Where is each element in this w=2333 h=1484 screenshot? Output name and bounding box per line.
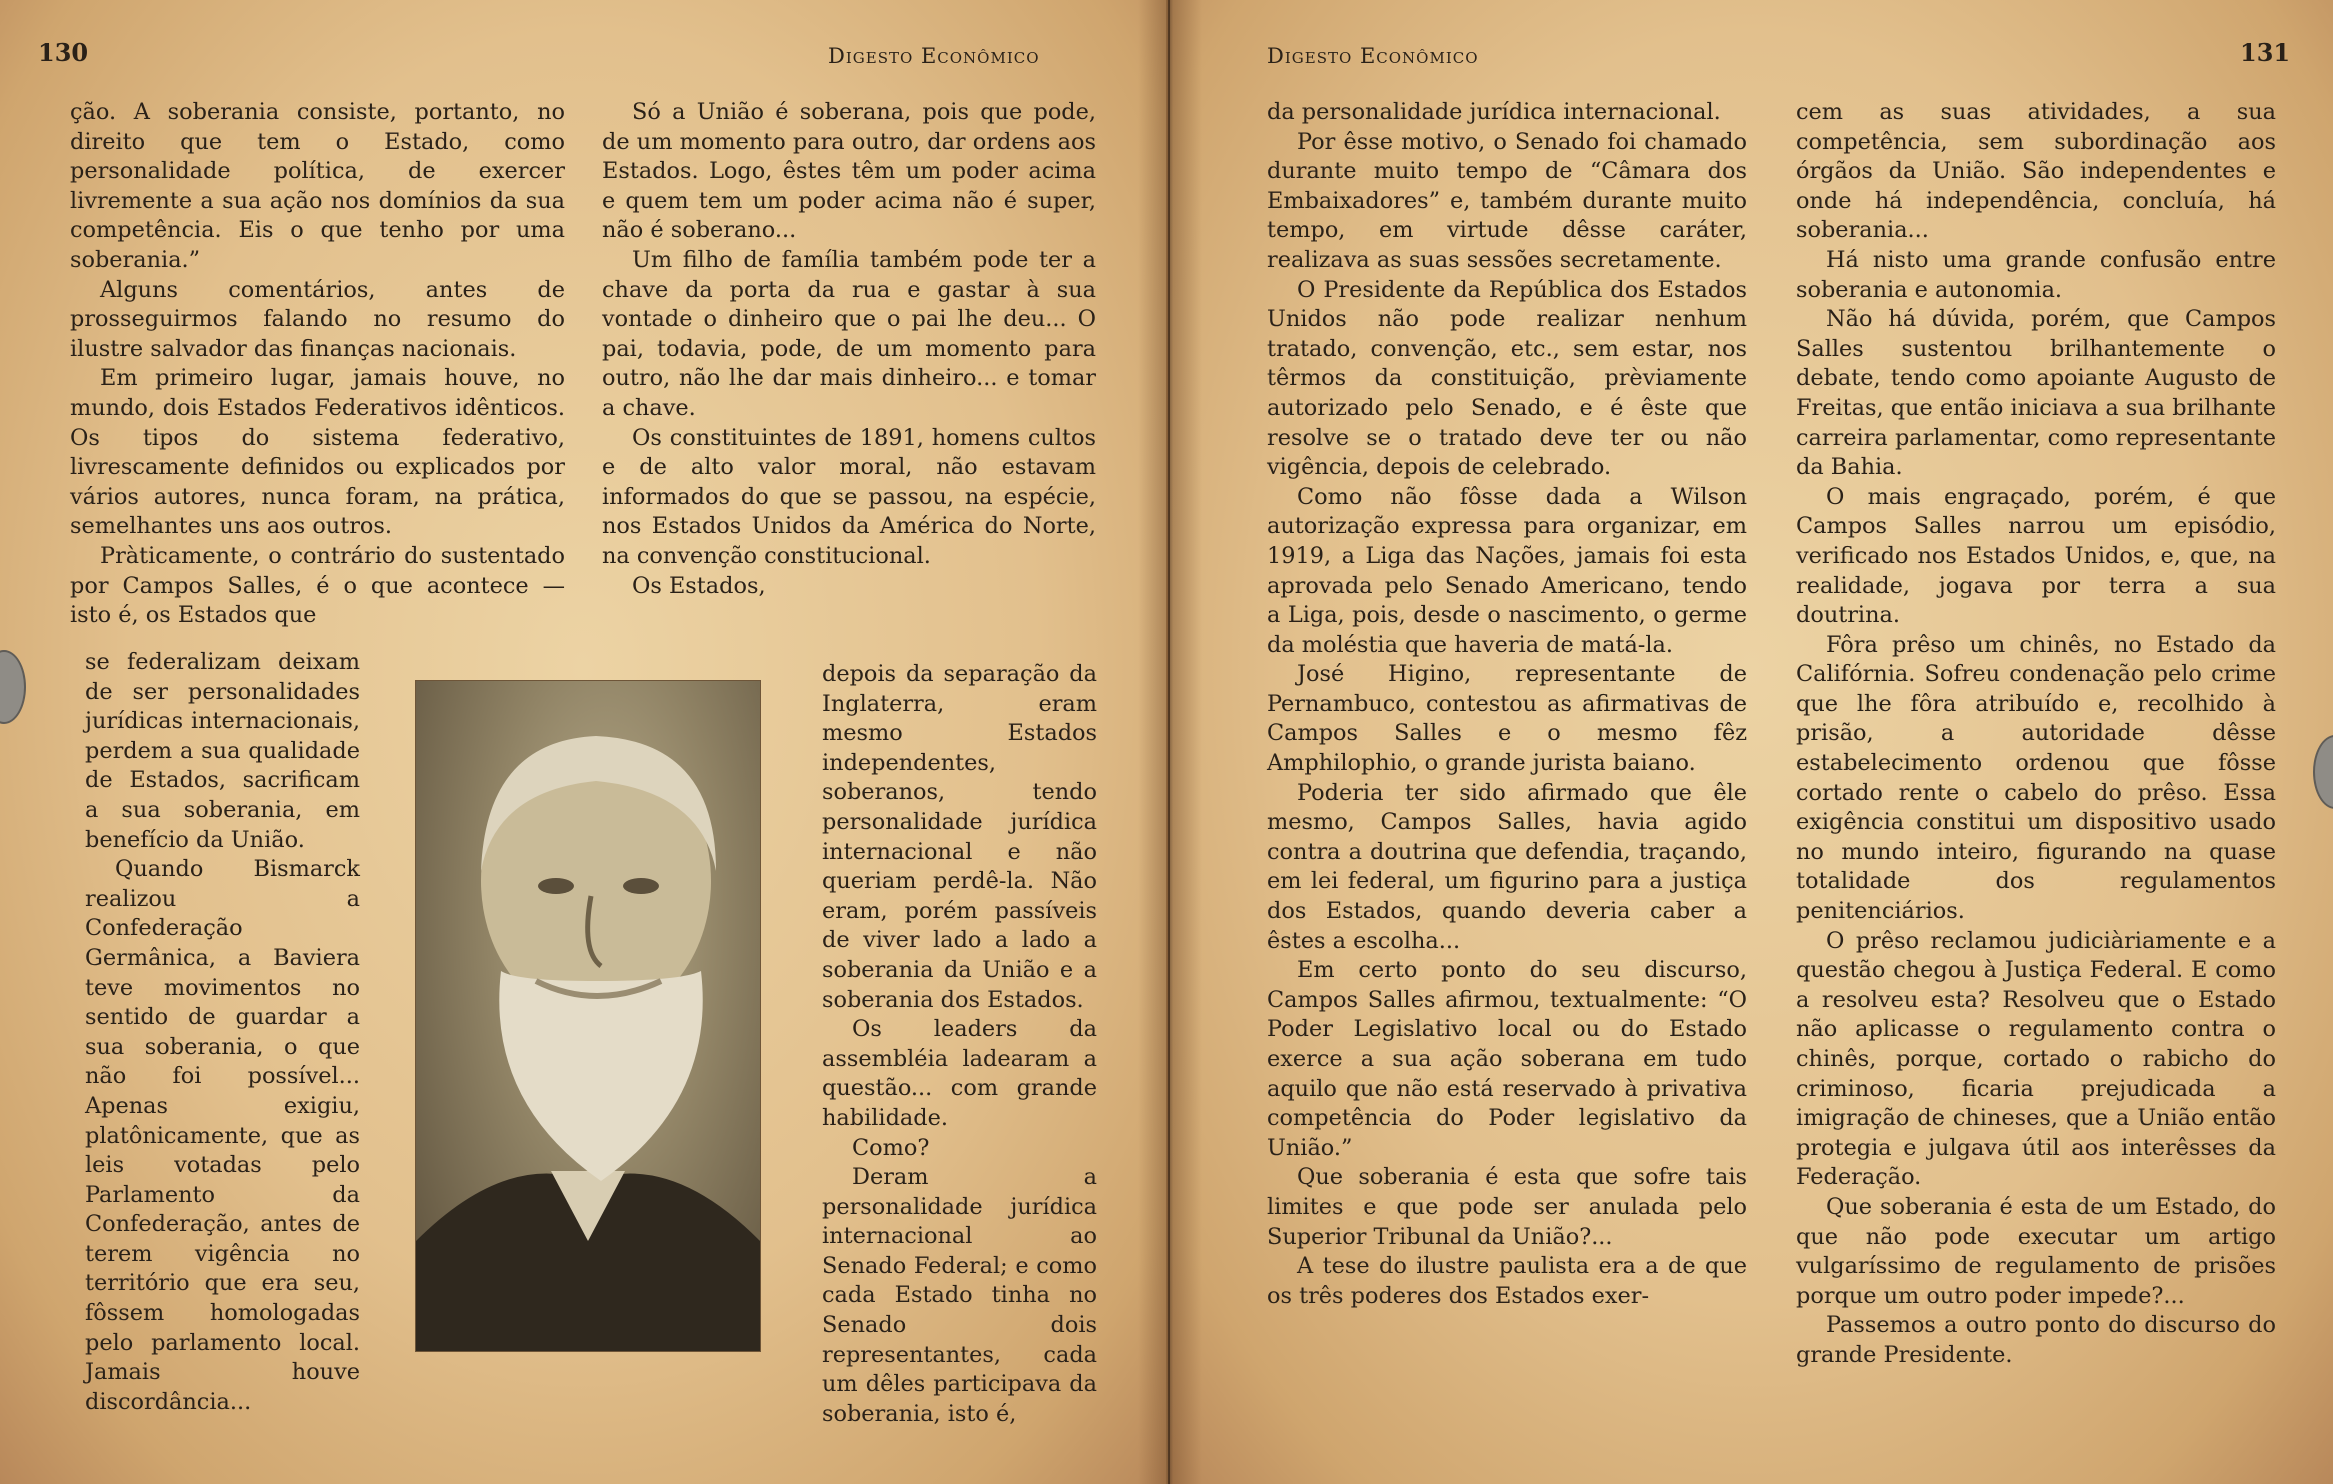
paragraph: Que soberania é esta de um Estado, do que não pode executar um artigo vulgaríssimo de regulamento de prisões porque um outro poder impede?... [1796, 1193, 2276, 1309]
binder-hole [0, 650, 26, 724]
paragraph: Passemos a outro ponto do discurso do grande Presidente. [1796, 1312, 2276, 1368]
paragraph: Alguns comentários, antes de prosseguirmos falando no resumo do ilustre salvador das finanças nacionais. [70, 276, 565, 362]
paragraph: Só a União é soberana, pois que pode, de um momento para outro, dar ordens aos Estados. Logo, êstes têm um poder acima e quem tem um poder acima não é super, não é soberano... [602, 99, 1096, 244]
paragraph: Que soberania é esta que sofre tais limites e que pode ser anulada pelo Superior Tribunal da União?... [1267, 1164, 1747, 1250]
left-column-2-bottom [822, 660, 1097, 1429]
left-column-2-top [602, 98, 1096, 601]
paragraph: depois da separação da Inglaterra, eram mesmo Estados independentes, soberanos, tendo personalidade jurídica internacional e não queriam perdê-la. Não eram, porém passíveis de viver lado a lado a soberania da União e a soberania dos Estados. [822, 661, 1097, 1013]
paragraph: O Presidente da República dos Estados Unidos não pode realizar nenhum tratado, convenção, etc., sem estar, nos têrmos da constituição, prèviamente autorizado pelo Senado, e é êste que resolve se o tratado deve ter ou não vigência, depois de celebrado. [1267, 276, 1747, 481]
paragraph: Em primeiro lugar, jamais houve, no mundo, dois Estados Federativos idênticos. Os tipos do sistema federativo, livrescamente definidos ou explicados por vários autores, nunca foram, na prática, semelhantes uns aos outros. [70, 365, 565, 540]
running-head: Digesto Econômico [1267, 44, 1479, 68]
left-column-1-top [70, 98, 565, 631]
paragraph: A tese do ilustre paulista era a de que os três poderes dos Estados exer- [1267, 1253, 1747, 1309]
book-gutter [1138, 0, 1202, 1484]
right-column-1 [1267, 98, 1747, 1311]
paragraph: O prêso reclamou judiciàriamente e a questão chegou à Justiça Federal. E como a resolveu esta? Resolveu que o Estado não aplicasse o regulamento contra o chinês, porque, cortado o rabicho do criminoso, ficaria prejudicada a imigração de chineses, que a União então protegia e julgava útil aos interêsses da Federação. [1796, 927, 2276, 1191]
page-number: 131 [2240, 38, 2291, 67]
paragraph: Como? [852, 1134, 930, 1161]
left-column-1-bottom [85, 648, 360, 1417]
paragraph: cem as suas atividades, a sua competência, sem subordinação aos órgãos da União. São independentes e onde há independência, concluía, há soberania... [1796, 99, 2276, 244]
paragraph: O mais engraçado, porém, é que Campos Salles narrou um episódio, verificado nos Estados Unidos, e, que, na realidade, jogava por terra a sua doutrina. [1796, 483, 2276, 629]
paragraph: Quando Bismarck realizou a Confederação Germânica, a Baviera teve movimentos no sentido de guardar a sua soberania, o que não foi possível... Apenas exigiu, platônicamente, que as leis votadas pelo Parlamento da Confederação, antes de terem vigência no território que era seu, fôssem homologadas pelo parlamento local. Jamais houve discordância... [85, 856, 360, 1415]
paragraph: Fôra prêso um chinês, no Estado da Califórnia. Sofreu condenação pelo crime que lhe fôra atribuído e, recolhido à prisão, a autoridade dêsse estabelecimento ordenou que fôsse cortado rente o cabelo do prêso. Essa exigência constitui um dispositivo usado no mundo inteiro, figurando na quase totalidade dos regulamentos penitenciários. [1796, 631, 2276, 925]
paragraph: ção. A soberania consiste, portanto, no direito que tem o Estado, como personalidade política, de exercer livremente a sua ação nos domínios da sua competência. Eis o que tenho por uma soberania.” [70, 99, 565, 273]
right-page [1170, 0, 2333, 1484]
portrait-illustration [416, 681, 760, 1351]
paragraph: se federalizam deixam de ser personalidades jurídicas internacionais, perdem a sua qualidade de Estados, sacrificam a sua soberania, em benefício da União. [85, 649, 360, 853]
paragraph: Deram a personalidade jurídica internacional ao Senado Federal; e como cada Estado tinha no Senado dois representantes, cada um dêles participava da soberania, isto é, [822, 1164, 1097, 1427]
paragraph: Poderia ter sido afirmado que êle mesmo, Campos Salles, havia agido contra a doutrina que defendia, traçando, em lei federal, um figurino para a justiça dos Estados, quando deveria caber a êstes a escolha... [1267, 779, 1747, 954]
page-number: 130 [38, 38, 89, 67]
paragraph: Um filho de família também pode ter a chave da porta da rua e gastar à sua vontade o dinheiro que o pai lhe deu... O pai, todavia, pode, de um momento para outro, não lhe dar mais dinheiro... e tomar a chave. [602, 246, 1096, 421]
paragraph: Pràticamente, o contrário do sustentado por Campos Salles, é o que acontece — isto é, os Estados que [70, 542, 565, 629]
paragraph: Há nisto uma grande confusão entre soberania e autonomia. [1796, 246, 2276, 303]
binder-hole [2313, 735, 2333, 809]
paragraph: Como não fôsse dada a Wilson autorização expressa para organizar, em 1919, a Liga das Nações, jamais foi esta aprovada pelo Senado Americano, tendo a Liga, pois, desde o nascimento, o germe da moléstia que haveria de matá-la. [1267, 483, 1747, 658]
paragraph: José Higino, representante de Pernambuco, contestou as afirmativas de Campos Salles e o mesmo fêz Amphilophio, o grande jurista baiano. [1267, 661, 1747, 777]
running-head: Digesto Econômico [828, 44, 1040, 68]
paragraph: Em certo ponto do seu discurso, Campos Salles afirmou, textualmente: “O Poder Legislativo local ou do Estado exerce a sua ação soberana em tudo aquilo que não está reservado à privativa competência do Poder legislativo da União.” [1267, 957, 1747, 1161]
portrait-photo [415, 680, 761, 1352]
paragraph: Os Estados, [632, 572, 766, 599]
paragraph: da personalidade jurídica internacional. [1267, 99, 1721, 125]
paragraph: Os leaders da assembléia ladearam a questão... com grande habilidade. [822, 1016, 1097, 1131]
paragraph: Por êsse motivo, o Senado foi chamado durante muito tempo de “Câmara dos Embaixadores” e, também durante muito tempo, em virtude dêsse caráter, realizava as suas sessões secretamente. [1267, 128, 1747, 273]
paragraph: Não há dúvida, porém, que Campos Salles sustentou brilhantemente o debate, tendo como apoiante Augusto de Freitas, que então iniciava a sua brilhante carreira parlamentar, como representante da Bahia. [1796, 306, 2277, 481]
right-column-2 [1796, 98, 2276, 1371]
paragraph: Os constituintes de 1891, homens cultos e de alto valor moral, não estavam informados do que se passou, na espécie, nos Estados Unidos da América do Norte, na convenção constitucional. [602, 424, 1096, 569]
